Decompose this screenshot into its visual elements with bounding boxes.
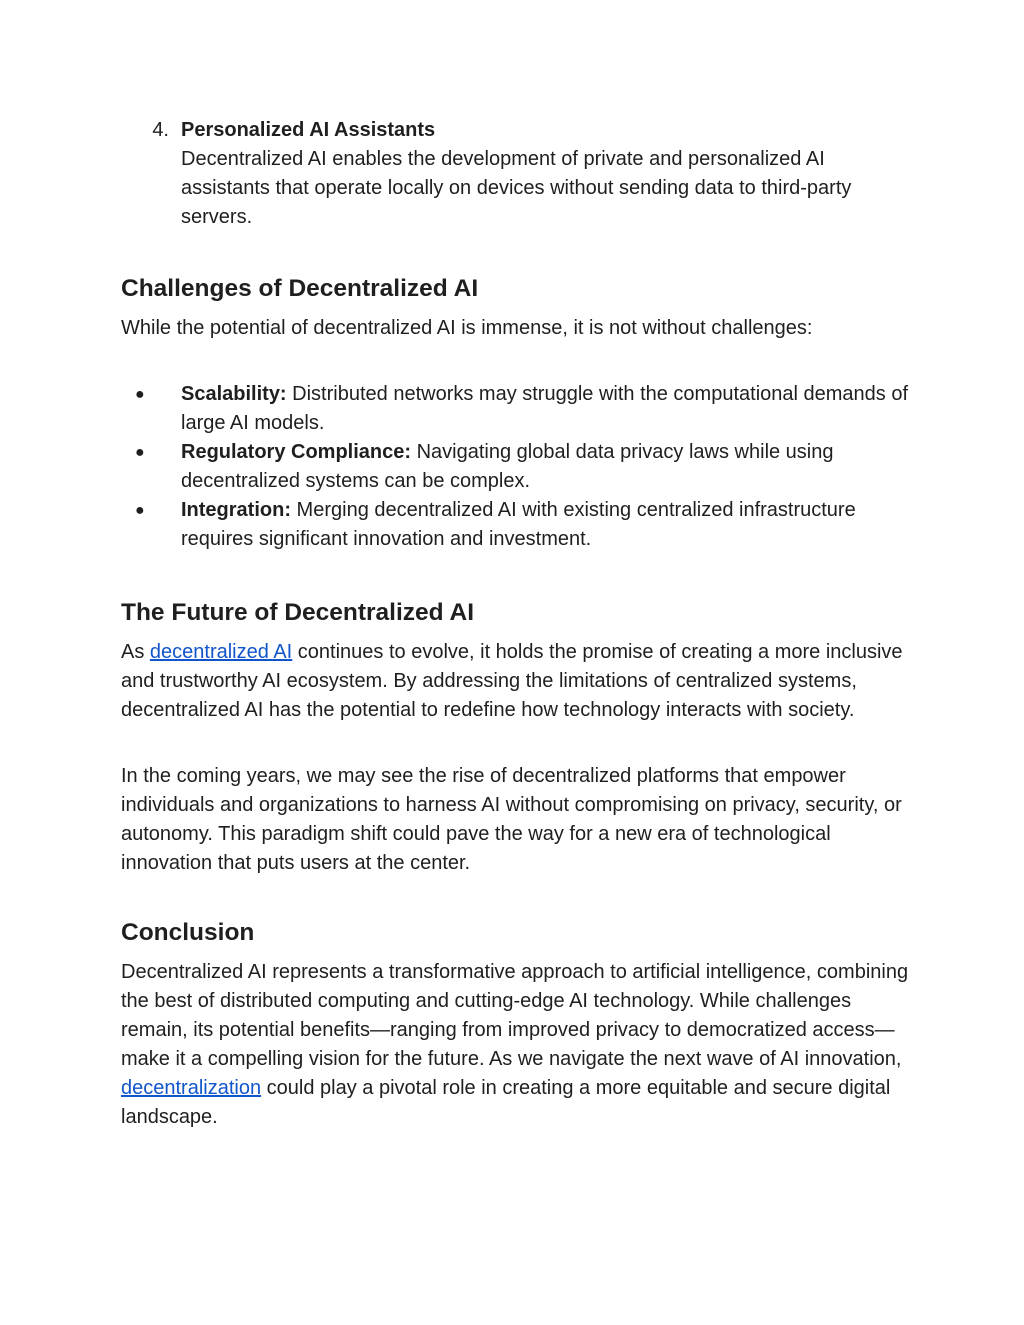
heading-conclusion: Conclusion [121, 919, 255, 946]
list-item-body [181, 116, 911, 232]
bullet-icon: ● [135, 386, 145, 403]
text-run: As [121, 641, 150, 663]
list-item [121, 496, 911, 554]
text-run: Decentralized AI represents a transformative approach to artificial intelligence, combining the best of distributed computing and cutting-edge AI technology. While challenges remain, its potential benefits—ranging from improved privacy to democratized access—make it a compelling vision for the future. As we navigate the next wave of AI innovation, [121, 961, 909, 1070]
list-item [121, 380, 911, 438]
future-paragraph-1 [121, 638, 911, 725]
bullet-label: Scalability: [181, 383, 287, 405]
bullet-text: Distributed networks may struggle with the computational demands of large AI models. [181, 383, 909, 434]
bullet-body [181, 380, 911, 438]
challenges-intro: While the potential of decentralized AI is immense, it is not without challenges: [121, 317, 813, 339]
conclusion-paragraph [121, 958, 911, 1132]
text-run: continues to evolve, it holds the promise of creating a more inclusive and trustworthy AI ecosystem. By addressing the limitations of centralized systems, decentralized AI has the potential to redefine how technology interacts with society. [121, 641, 903, 721]
list-number: 4. [152, 119, 169, 141]
bullet-text: Navigating global data privacy laws while using decentralized systems can be complex. [181, 441, 834, 492]
list-item-title: Personalized AI Assistants [181, 119, 436, 141]
heading-future: The Future of Decentralized AI [121, 599, 475, 626]
decentralization-link[interactable]: decentralization [121, 1077, 262, 1099]
bullet-body [181, 496, 911, 554]
heading-challenges: Challenges of Decentralized AI [121, 275, 479, 302]
bullet-label: Regulatory Compliance: [181, 441, 412, 463]
bullet-label: Integration: [181, 499, 291, 521]
numbered-list-item [121, 116, 911, 232]
list-item-text: Decentralized AI enables the development of private and personalized AI assistants that operate locally on devices without sending data to third-party servers. [181, 148, 852, 228]
future-paragraph-2: In the coming years, we may see the rise of decentralized platforms that empower individuals and organizations to harness AI without compromising on privacy, security, or autonomy. This paradigm shift could pave the way for a new era of technological innovation that puts users at the center. [121, 765, 902, 874]
bullet-icon: ● [135, 502, 145, 519]
decentralized-ai-link[interactable]: decentralized AI [149, 641, 293, 663]
bullet-text: Merging decentralized AI with existing centralized infrastructure requires significant innovation and investment. [181, 499, 856, 550]
text-run: could play a pivotal role in creating a more equitable and secure digital landscape. [121, 1077, 891, 1128]
challenges-list [121, 380, 911, 554]
bullet-icon: ● [135, 444, 145, 461]
list-item [121, 438, 911, 496]
bullet-body [181, 438, 911, 496]
document-content [121, 116, 911, 1132]
